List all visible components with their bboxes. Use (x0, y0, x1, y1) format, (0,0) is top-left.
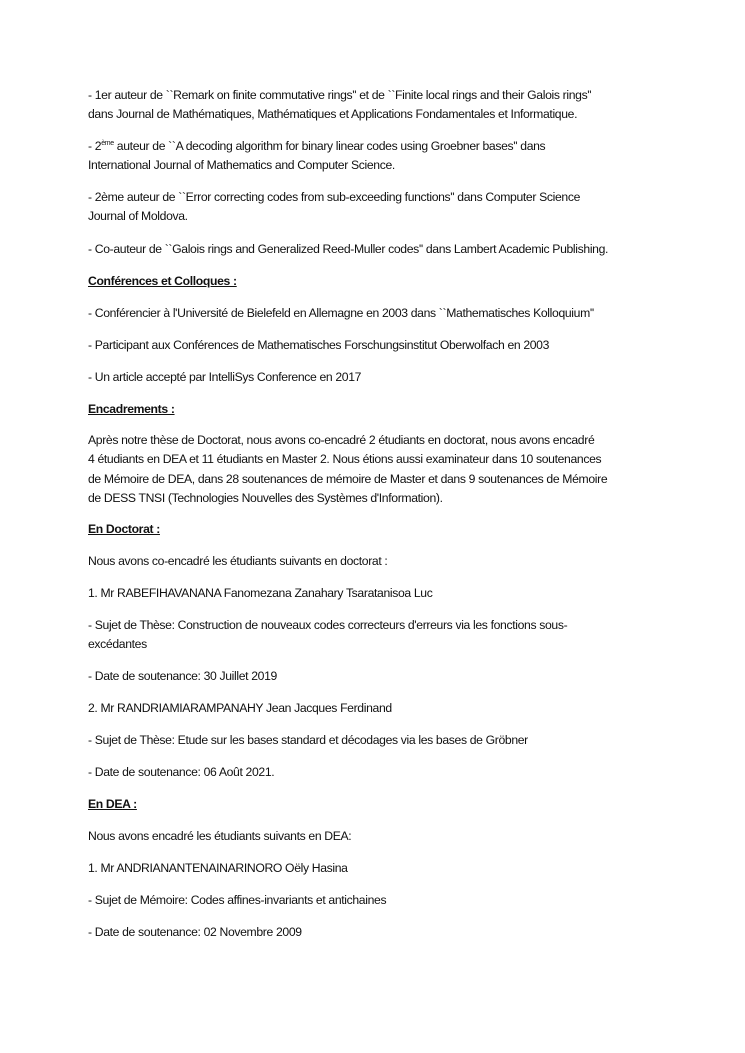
publication-2-superscript: ème (101, 140, 114, 147)
dea-student-1-date: - Date de soutenance: 02 Novembre 2009 (88, 925, 302, 939)
encadrements-heading: Encadrements : (88, 402, 175, 416)
doctorat-student-1-name: 1. Mr RABEFIHAVANANA Fanomezana Zanahary Tsaratanisoa Luc (88, 586, 433, 600)
conference-item-3: - Un article accepté par IntelliSys Conference en 2017 (88, 370, 362, 384)
publication-2 (88, 137, 668, 176)
doctorat-student-2-date: - Date de soutenance: 06 Août 2021. (88, 765, 275, 779)
publication-3-line-1: - 2ème auteur de ``Error correcting codes from sub-exceeding functions'' dans Computer Science (88, 190, 581, 204)
doctorat-heading: En Doctorat : (88, 522, 160, 536)
dea-heading: En DEA : (88, 797, 137, 811)
publication-3 (88, 188, 668, 227)
publication-2-line-1: auteur de ``A decoding algorithm for binary linear codes using Groebner bases'' dans (113, 139, 546, 153)
encadrements-line-1: Après notre thèse de Doctorat, nous avons co-encadré 2 étudiants en doctorat, nous avons encadré (88, 433, 595, 447)
dea-student-1-subject: - Sujet de Mémoire: Codes affines-invariants et antichaines (88, 893, 387, 907)
doctorat-student-2-subject: - Sujet de Thèse: Etude sur les bases standard et décodages via les bases de Gröbner (88, 733, 528, 747)
conference-item-2: - Participant aux Conférences de Mathematisches Forschungsinstitut Oberwolfach en 2003 (88, 338, 550, 352)
doctorat-student-1-subject-line-1: - Sujet de Thèse: Construction de nouveaux codes correcteurs d'erreurs via les fonctions sous- (88, 618, 568, 632)
doctorat-student-1-subject (88, 616, 668, 655)
publication-2-prefix: - 2 (88, 139, 102, 153)
doctorat-intro: Nous avons co-encadré les étudiants suivants en doctorat : (88, 554, 388, 568)
encadrements-line-2: 4 étudiants en DEA et 11 étudiants en Master 2. Nous étions aussi examinateur dans 10 soutenances (88, 452, 602, 467)
encadrements-paragraph (88, 431, 668, 509)
doctorat-student-1-subject-line-2: excédantes (88, 637, 147, 652)
dea-intro: Nous avons encadré les étudiants suivants en DEA: (88, 829, 352, 843)
encadrements-line-3: de Mémoire de DEA, dans 28 soutenances de mémoire de Master et dans 9 soutenances de Mémoire (88, 471, 608, 486)
publication-1-line-2: dans Journal de Mathématiques, Mathématiques et Applications Fondamentales et Informatique. (88, 107, 578, 122)
publication-4: - Co-auteur de ``Galois rings and Generalized Reed-Muller codes'' dans Lambert Academic Publishing. (88, 242, 609, 256)
publication-1-line-1: - 1er auteur de ``Remark on finite commutative rings'' et de ``Finite local rings and their Galois rings'' (88, 88, 592, 102)
encadrements-line-4: de DESS TNSI (Technologies Nouvelles des Systèmes d'Information). (88, 491, 443, 506)
publication-2-line-2: International Journal of Mathematics and Computer Science. (88, 158, 395, 173)
conference-item-1: - Conférencier à l'Université de Bielefeld en Allemagne en 2003 dans ``Mathematisches Kolloquium'' (88, 306, 594, 320)
conferences-heading: Conférences et Colloques : (88, 274, 237, 288)
publication-3-line-2: Journal of Moldova. (88, 209, 188, 224)
dea-student-1-name: 1. Mr ANDRIANANTENAINARINORO Oëly Hasina (88, 861, 348, 875)
doctorat-student-1-date: - Date de soutenance: 30 Juillet 2019 (88, 669, 277, 683)
publication-1 (88, 86, 668, 125)
doctorat-student-2-name: 2. Mr RANDRIAMIARAMPANAHY Jean Jacques Ferdinand (88, 701, 392, 715)
